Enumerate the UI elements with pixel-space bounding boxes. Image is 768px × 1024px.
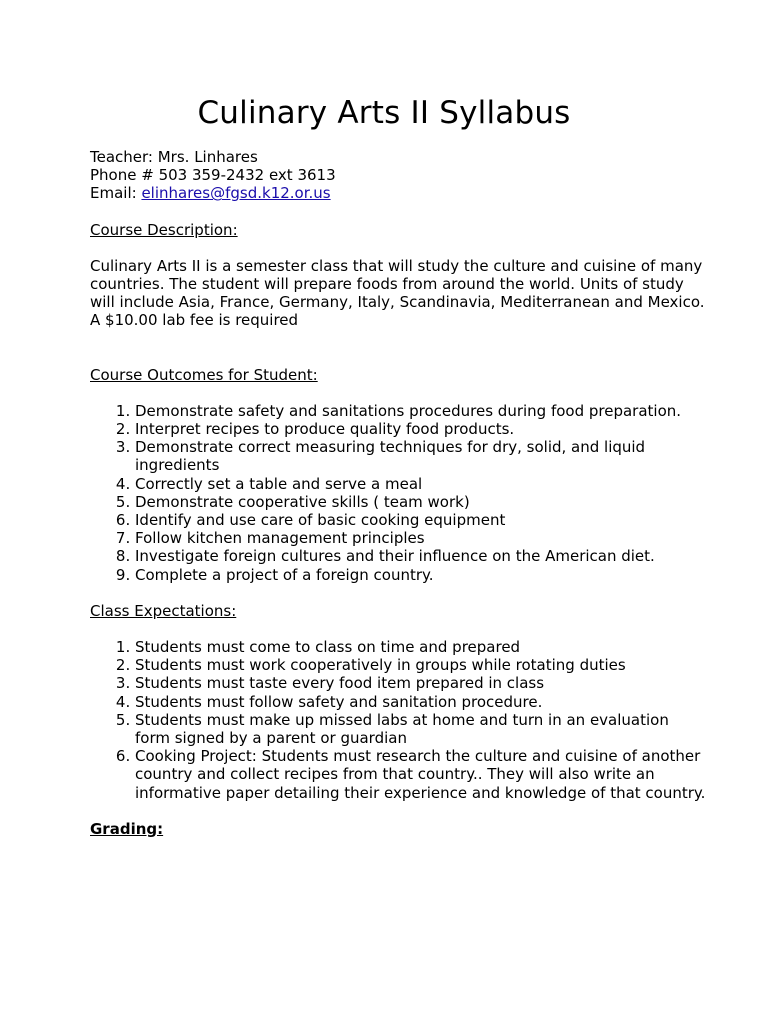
email-label: Email: xyxy=(90,184,142,203)
list-item: 7. Follow kitchen management principles xyxy=(135,529,708,547)
list-item: 6. Cooking Project: Students must research the culture and cuisine of another country and collect recipes from that country.. They will also write an informative paper detailing their experience and knowledge of that country. xyxy=(135,747,708,802)
expectations-heading: Class Expectations: xyxy=(90,601,237,620)
list-item: 4. Students must follow safety and sanitation procedure. xyxy=(135,693,708,711)
list-item: 2. Interpret recipes to produce quality food products. xyxy=(135,420,708,438)
outcomes-list xyxy=(90,402,708,584)
list-item: 1. Demonstrate safety and sanitations procedures during food preparation. xyxy=(135,402,708,420)
list-item: 1. Students must come to class on time and prepared xyxy=(135,638,708,656)
list-item: 2. Students must work cooperatively in groups while rotating duties xyxy=(135,656,708,674)
list-item: 5. Demonstrate cooperative skills ( team work) xyxy=(135,493,708,511)
page-title: Culinary Arts II Syllabus xyxy=(197,95,571,131)
list-item: 3. Demonstrate correct measuring techniques for dry, solid, and liquid ingredients xyxy=(135,438,708,474)
course-description-text: Culinary Arts II is a semester class that will study the culture and cuisine of many countries. The student will prepare foods from around the world. Units of study will include Asia, France, Germany, Italy, Scandinavia, Mediterranean and Mexico. A $10.00 lab fee is required xyxy=(90,256,705,330)
email-line xyxy=(90,184,708,202)
list-item: 4. Correctly set a table and serve a meal xyxy=(135,475,708,493)
list-item: 6. Identify and use care of basic cooking equipment xyxy=(135,511,708,529)
teacher-line: Teacher: Mrs. Linhares xyxy=(90,148,258,166)
grading-heading: Grading: xyxy=(90,819,164,838)
list-item: 9. Complete a project of a foreign country. xyxy=(135,566,708,584)
email-link[interactable]: elinhares@fgsd.k12.or.us xyxy=(141,184,331,203)
phone-line: Phone # 503 359-2432 ext 3613 xyxy=(90,166,336,185)
course-description-heading: Course Description: xyxy=(90,220,238,239)
contact-block xyxy=(90,148,708,203)
expectations-list xyxy=(90,638,708,802)
list-item: 3. Students must taste every food item prepared in class xyxy=(135,674,708,692)
outcomes-heading: Course Outcomes for Student: xyxy=(90,365,318,384)
list-item: 8. Investigate foreign cultures and their influence on the American diet. xyxy=(135,547,708,565)
list-item: 5. Students must make up missed labs at home and turn in an evaluation form signed by a parent or guardian xyxy=(135,711,708,747)
